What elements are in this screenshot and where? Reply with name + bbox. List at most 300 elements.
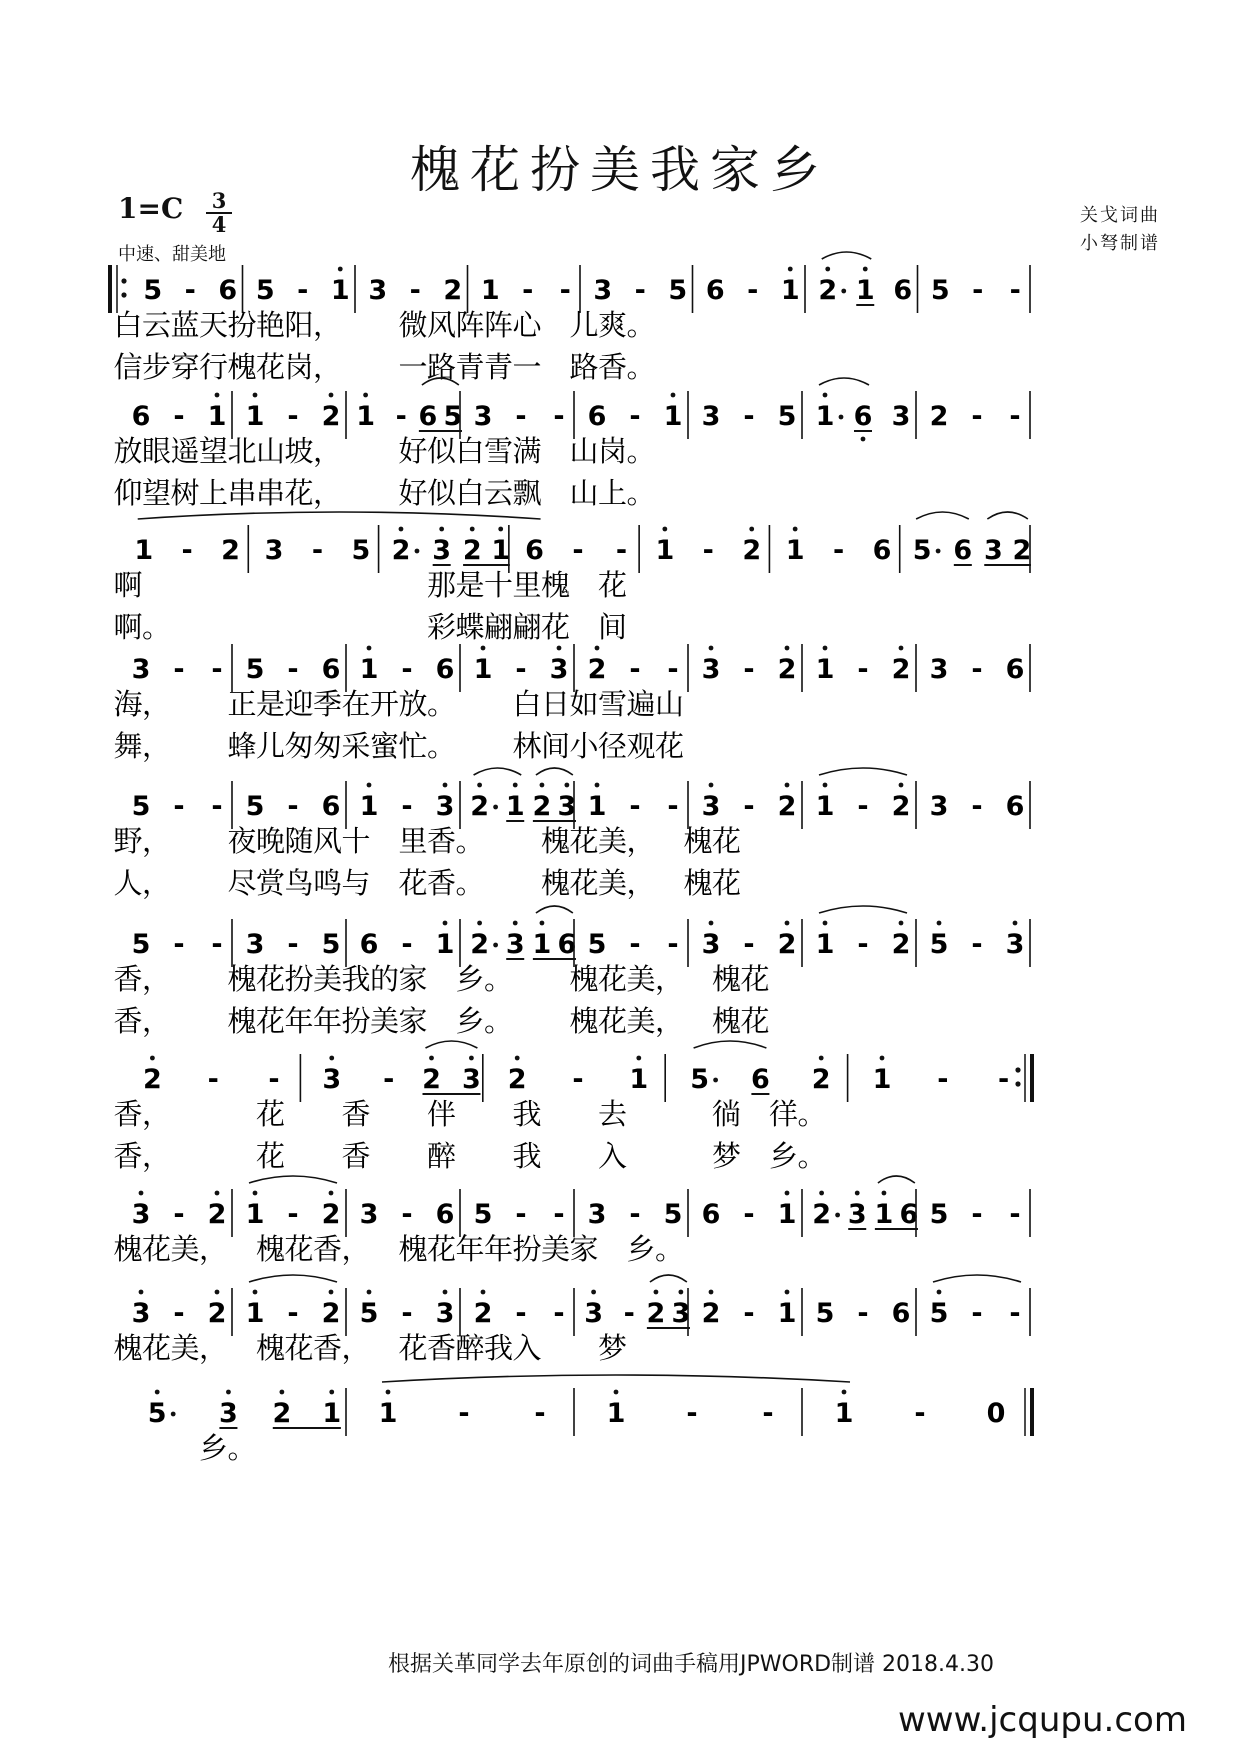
note: 3 xyxy=(322,1064,342,1095)
dash-extension: - xyxy=(667,929,679,960)
lyric-char: 年 xyxy=(483,1232,514,1266)
lyric-char: 北 xyxy=(227,434,257,468)
lyric-char: 雪 xyxy=(483,434,514,468)
octave-high-dot xyxy=(338,267,343,272)
note: 2 xyxy=(207,1199,227,1230)
octave-high-dot xyxy=(785,1191,790,1196)
note: 6 xyxy=(435,1199,455,1230)
note: 6 xyxy=(953,535,973,566)
lyric-char: 树 xyxy=(170,476,200,510)
augmentation-dot xyxy=(493,805,498,810)
lyric-char: 望 xyxy=(198,434,229,468)
note: 1 xyxy=(134,535,154,566)
note: 5 xyxy=(321,929,341,960)
dash-extension: - xyxy=(401,654,413,685)
lyric-char: 槐 xyxy=(227,350,257,384)
dash-extension: - xyxy=(515,1199,527,1230)
lyric-char: 儿 xyxy=(569,308,599,342)
octave-high-dot xyxy=(825,267,830,272)
octave-high-dot xyxy=(899,646,904,651)
lyric-char: 风 xyxy=(426,308,457,342)
dash-extension: - xyxy=(743,654,755,685)
octave-high-dot xyxy=(443,1290,448,1295)
note: 2 xyxy=(891,929,911,960)
tempo-marking: 中速、甜美地 xyxy=(118,244,226,265)
note: 1 xyxy=(245,401,265,432)
octave-high-dot xyxy=(709,646,714,651)
repeat-dot xyxy=(121,292,126,297)
key-signature: 1=C xyxy=(118,192,184,225)
note: 6 xyxy=(435,654,455,685)
lyric-char: 白 xyxy=(455,434,485,468)
lyric-char: 扮 xyxy=(341,1004,371,1038)
dash-extension: - xyxy=(515,1298,527,1329)
repeat-dot xyxy=(1015,1081,1020,1086)
lyric-char: 啊 xyxy=(113,610,143,644)
lyric-char: 花 xyxy=(284,1232,314,1266)
octave-high-dot xyxy=(363,393,368,398)
lyric-char: 林 xyxy=(512,729,542,763)
song-title: 槐花扮美我家乡 xyxy=(410,141,830,199)
octave-high-dot xyxy=(614,1390,619,1395)
note: 2 xyxy=(929,401,949,432)
lyric-char: 青 xyxy=(455,350,485,384)
lyric-char: 青 xyxy=(483,350,514,384)
note: 3 xyxy=(131,1298,151,1329)
lyric-char: 。 xyxy=(455,866,485,900)
lyric-char: 。 xyxy=(426,729,457,763)
lyric-char: 观 xyxy=(626,729,656,763)
lyric-char: 我 xyxy=(512,1097,542,1131)
note: 2 xyxy=(391,535,411,566)
lyric-char: 蝶 xyxy=(455,610,485,644)
octave-high-dot xyxy=(329,1056,334,1061)
lyric-char: 径 xyxy=(597,729,628,763)
lyric-char: 香 xyxy=(426,866,457,900)
lyric-char: 艳 xyxy=(255,308,286,342)
lyric-char: 香 xyxy=(597,350,628,384)
note: 1 xyxy=(606,1398,626,1429)
octave-high-dot xyxy=(557,646,562,651)
lyric-char: 路 xyxy=(569,350,599,384)
dash-extension: - xyxy=(743,929,755,960)
dash-extension: - xyxy=(634,275,646,306)
dash-extension: - xyxy=(207,1064,219,1095)
octave-high-dot xyxy=(793,527,798,532)
lyric-char: 穿 xyxy=(170,350,200,384)
lyric-char: 赏 xyxy=(255,866,286,900)
lyric-char: 徉 xyxy=(768,1097,799,1131)
dash-extension: - xyxy=(401,791,413,822)
octave-high-dot xyxy=(855,1191,860,1196)
lyric-char: ， xyxy=(141,1004,172,1038)
lyric-char: 年 xyxy=(455,1232,485,1266)
lyric-char: 好 xyxy=(398,476,428,510)
dash-extension: - xyxy=(623,1298,635,1329)
dash-extension: - xyxy=(287,929,299,960)
note: 3 xyxy=(245,929,265,960)
note: 2 xyxy=(321,1298,341,1329)
slur xyxy=(536,906,573,913)
note: 5 xyxy=(143,275,163,306)
dash-extension: - xyxy=(762,1398,774,1429)
lyric-char: 似 xyxy=(426,434,457,468)
augmentation-dot xyxy=(835,1213,840,1218)
lyric-char: ， xyxy=(626,866,656,900)
lyric-char: ， xyxy=(141,687,172,721)
octave-high-dot xyxy=(823,783,828,788)
octave-high-dot xyxy=(386,1390,391,1395)
lyric-char: ， xyxy=(198,1331,229,1365)
slur xyxy=(536,768,573,775)
lyric-char: 遍 xyxy=(626,687,656,721)
dash-extension: - xyxy=(287,1199,299,1230)
dash-extension: - xyxy=(972,275,984,306)
lyric-char: 山 xyxy=(654,687,685,721)
lyric-char: 徜 xyxy=(711,1097,742,1131)
lyric-char: ， xyxy=(312,476,343,510)
lyric-char: 仰 xyxy=(113,476,143,510)
note: 3 xyxy=(1005,929,1025,960)
lyric-char: 鸟 xyxy=(284,866,314,900)
lyric-char: 如 xyxy=(569,687,599,721)
dash-extension: - xyxy=(971,1199,983,1230)
lyric-char: 微 xyxy=(398,308,428,342)
time-signature-bottom: 4 xyxy=(211,212,227,237)
lyric-char: 美 xyxy=(626,962,656,996)
lyric-char: 望 xyxy=(141,476,172,510)
octave-high-dot xyxy=(470,527,475,532)
octave-high-dot xyxy=(788,267,793,272)
note: 3 xyxy=(435,1298,455,1329)
dash-extension: - xyxy=(173,401,185,432)
octave-high-dot xyxy=(513,783,518,788)
lyric-char: 香 xyxy=(312,1232,343,1266)
note: 1 xyxy=(815,791,835,822)
note: 5 xyxy=(663,1199,683,1230)
note: 2 xyxy=(777,929,797,960)
dash-extension: - xyxy=(559,275,571,306)
dash-extension: - xyxy=(211,654,223,685)
lyric-char: 。 xyxy=(227,1431,257,1465)
dash-extension: - xyxy=(971,1298,983,1329)
dash-extension: - xyxy=(857,654,869,685)
lyric-char: 。 xyxy=(626,434,656,468)
dash-extension: - xyxy=(287,791,299,822)
lyric-char: 。 xyxy=(654,1232,685,1266)
lyric-char: 舞 xyxy=(113,729,143,763)
lyric-char: 槐 xyxy=(540,824,571,858)
lyric-char: 香 xyxy=(113,1097,143,1131)
lyric-char: 扮 xyxy=(512,1232,542,1266)
lyric-char: 放 xyxy=(113,434,143,468)
lyric-char: ， xyxy=(626,824,656,858)
note: 5 xyxy=(929,1298,949,1329)
octave-high-dot xyxy=(591,1290,596,1295)
note: 3 xyxy=(701,401,721,432)
octave-high-dot xyxy=(662,527,667,532)
dash-extension: - xyxy=(553,1298,565,1329)
note: 2 xyxy=(422,1064,441,1095)
lyric-char: 彩 xyxy=(426,610,457,644)
note: 6 xyxy=(587,401,607,432)
lyric-char: 。 xyxy=(483,962,514,996)
lyric-char: 阵 xyxy=(483,308,514,342)
note: 5 xyxy=(245,654,265,685)
slur xyxy=(249,1275,337,1282)
octave-high-dot xyxy=(1013,921,1018,926)
lyric-char: 花 xyxy=(255,350,286,384)
note: 0 xyxy=(986,1398,1006,1429)
lyric-char: 家 xyxy=(569,1232,599,1266)
octave-low-dot xyxy=(861,437,866,442)
note: 3 xyxy=(264,535,284,566)
augmentation-dot xyxy=(839,415,844,420)
lyric-char: 路 xyxy=(426,350,457,384)
octave-high-dot xyxy=(367,1290,372,1295)
lyric-char: 是 xyxy=(255,687,286,721)
lyric-char: ， xyxy=(141,729,172,763)
octave-high-dot xyxy=(863,267,868,272)
octave-high-dot xyxy=(253,393,258,398)
slur xyxy=(819,768,907,775)
lyric-char: 入 xyxy=(597,1139,628,1173)
octave-high-dot xyxy=(253,1290,258,1295)
lyric-char: 季 xyxy=(312,687,343,721)
octave-high-dot xyxy=(443,921,448,926)
lyric-char: 花 xyxy=(255,1139,286,1173)
augmentation-dot xyxy=(171,1412,176,1417)
note: 1 xyxy=(815,401,835,432)
dash-extension: - xyxy=(832,535,845,566)
lyric-char: 行 xyxy=(198,350,229,384)
lyric-char: 香 xyxy=(113,1139,143,1173)
lyric-char: 白 xyxy=(512,687,542,721)
lyric-char: 串 xyxy=(255,476,286,510)
dash-extension: - xyxy=(937,1064,949,1095)
augmentation-dot xyxy=(415,549,420,554)
note: 6 xyxy=(321,654,341,685)
lyric-char: 放 xyxy=(398,687,428,721)
note: 3 xyxy=(549,654,569,685)
lyric-char: 信 xyxy=(113,350,143,384)
note: 1 xyxy=(663,401,683,432)
note: 1 xyxy=(855,275,875,306)
dash-extension: - xyxy=(572,535,584,566)
octave-high-dot xyxy=(279,1390,284,1395)
note: 2 xyxy=(507,1064,527,1095)
note: 6 xyxy=(872,535,892,566)
note: 6 xyxy=(418,401,438,432)
slur xyxy=(916,512,969,519)
lyric-char: 间 xyxy=(597,610,628,644)
dash-extension: - xyxy=(667,791,679,822)
note: 5 xyxy=(668,275,688,306)
lyric-char: ， xyxy=(141,824,172,858)
note: 3 xyxy=(891,401,911,432)
dash-extension: - xyxy=(173,1298,185,1329)
lyric-char: 海 xyxy=(113,687,143,721)
note: 1 xyxy=(874,1199,894,1230)
octave-high-dot xyxy=(215,393,220,398)
note: 3 xyxy=(587,1199,607,1230)
dash-extension: - xyxy=(971,654,983,685)
lyric-char: 花 xyxy=(711,824,742,858)
lyric-char: 美 xyxy=(170,1331,200,1365)
lyric-char: 美 xyxy=(540,1232,571,1266)
note: 1 xyxy=(473,654,493,685)
lyric-char: 山 xyxy=(569,434,599,468)
note: 2 xyxy=(701,1298,721,1329)
lyric-char: ， xyxy=(312,434,343,468)
lyric-char: 乡 xyxy=(455,1004,485,1038)
octave-high-dot xyxy=(498,527,503,532)
lyric-char: ， xyxy=(312,350,343,384)
lyric-char: 花 xyxy=(540,610,571,644)
octave-high-dot xyxy=(139,1191,144,1196)
lyric-char: 美 xyxy=(369,1004,400,1038)
note: 2 xyxy=(207,1298,227,1329)
lyric-char: 人 xyxy=(113,866,143,900)
lyric-char: 里 xyxy=(398,824,428,858)
lyric-char: 开 xyxy=(369,687,400,721)
dash-extension: - xyxy=(268,1064,280,1095)
slur xyxy=(819,378,869,385)
watermark-url: www.jcqupu.com xyxy=(898,1700,1187,1740)
lyric-char: 家 xyxy=(398,962,428,996)
note: 5 xyxy=(443,401,463,432)
note: 1 xyxy=(378,1398,398,1429)
note: 1 xyxy=(777,1199,797,1230)
lyric-char: 槐 xyxy=(540,568,571,602)
note: 2 xyxy=(891,654,911,685)
lyric-char: 阵 xyxy=(455,308,485,342)
lyric-char: 云 xyxy=(141,308,172,342)
slur xyxy=(878,1176,915,1183)
lyric-char: 十 xyxy=(483,568,514,602)
lyric-char: 爽 xyxy=(597,308,628,342)
dash-extension: - xyxy=(184,275,196,306)
lyric-char: 乡 xyxy=(626,1232,656,1266)
lyric-char: ， xyxy=(654,962,685,996)
dash-extension: - xyxy=(409,275,421,306)
note: 1 xyxy=(815,929,835,960)
note: 1 xyxy=(356,401,375,432)
note: 2 xyxy=(818,275,838,306)
lyric-char: 岗 xyxy=(284,350,314,384)
octave-high-dot xyxy=(709,921,714,926)
dash-extension: - xyxy=(173,929,185,960)
octave-high-dot xyxy=(595,646,600,651)
dash-extension: - xyxy=(522,275,534,306)
lyric-char: 翩 xyxy=(512,610,542,644)
lyric-char: 蜜 xyxy=(369,729,400,763)
lyric-char: 眼 xyxy=(141,434,172,468)
dash-extension: - xyxy=(1009,401,1021,432)
dash-extension: - xyxy=(743,401,755,432)
lyric-char: 花 xyxy=(597,1004,628,1038)
octave-high-dot xyxy=(937,1290,942,1295)
slur xyxy=(819,906,907,913)
lyric-char: 美 xyxy=(597,866,628,900)
note: 2 xyxy=(321,401,341,432)
octave-high-dot xyxy=(785,921,790,926)
octave-high-dot xyxy=(399,527,404,532)
lyric-char: 香 xyxy=(426,824,457,858)
octave-high-dot xyxy=(367,783,372,788)
dash-extension: - xyxy=(173,654,185,685)
octave-high-dot xyxy=(823,921,828,926)
octave-high-dot xyxy=(654,1290,659,1295)
octave-high-dot xyxy=(226,1390,231,1395)
lyric-char: 串 xyxy=(227,476,257,510)
lyric-char: ， xyxy=(312,308,343,342)
dash-extension: - xyxy=(971,401,983,432)
note: 3 xyxy=(557,791,577,822)
footer-note: 根据关革同学去年原创的词曲手稿用JPWORD制谱 2018.4.30 xyxy=(388,1652,995,1677)
octave-high-dot xyxy=(678,1290,683,1295)
lyric-char: 正 xyxy=(227,687,257,721)
lyric-char: 日 xyxy=(540,687,571,721)
notation-credit: 小弩制谱 xyxy=(1080,233,1160,254)
lyric-char: 。 xyxy=(141,610,172,644)
note: 2 xyxy=(272,1398,292,1429)
lyric-char: 。 xyxy=(797,1097,827,1131)
lyric-char: 花 xyxy=(597,568,628,602)
lyric-char: 。 xyxy=(426,687,457,721)
lyric-char: 山 xyxy=(569,476,599,510)
lyric-char: 啊 xyxy=(113,568,143,602)
note: 2 xyxy=(646,1298,666,1329)
note: 6 xyxy=(891,1298,911,1329)
dash-extension: - xyxy=(287,401,299,432)
note: 6 xyxy=(359,929,379,960)
octave-high-dot xyxy=(329,1191,334,1196)
note: 1 xyxy=(330,275,350,306)
lyric-char: 。 xyxy=(626,350,656,384)
octave-high-dot xyxy=(709,1290,714,1295)
octave-high-dot xyxy=(819,1191,824,1196)
lyric-char: 槐 xyxy=(113,1331,143,1365)
dash-extension: - xyxy=(211,791,223,822)
dash-extension: - xyxy=(534,1398,546,1429)
dash-extension: - xyxy=(997,1064,1010,1095)
note: 1 xyxy=(435,929,455,960)
lyric-char: ， xyxy=(141,1097,172,1131)
note: 2 xyxy=(587,654,607,685)
lyric-char: 槐 xyxy=(569,962,599,996)
lyric-char: 美 xyxy=(626,1004,656,1038)
octave-high-dot xyxy=(477,783,482,788)
note: 2 xyxy=(777,654,797,685)
note: 3 xyxy=(671,1298,691,1329)
note: 3 xyxy=(359,1199,379,1230)
lyric-char: 上 xyxy=(198,476,229,510)
dash-extension: - xyxy=(914,1398,926,1429)
lyric-char: 槐 xyxy=(711,962,742,996)
lyric-char: 去 xyxy=(597,1097,628,1131)
octave-high-dot xyxy=(150,1056,155,1061)
lyrics-music-credit: 关戈词曲 xyxy=(1080,205,1160,226)
note: 5 xyxy=(815,1298,835,1329)
lyric-char: 扮 xyxy=(227,308,257,342)
octave-high-dot xyxy=(540,921,545,926)
octave-high-dot xyxy=(749,527,754,532)
lyric-char: 山 xyxy=(255,434,286,468)
note: 2 xyxy=(532,791,552,822)
note: 6 xyxy=(1005,654,1025,685)
dash-extension: - xyxy=(311,535,324,566)
